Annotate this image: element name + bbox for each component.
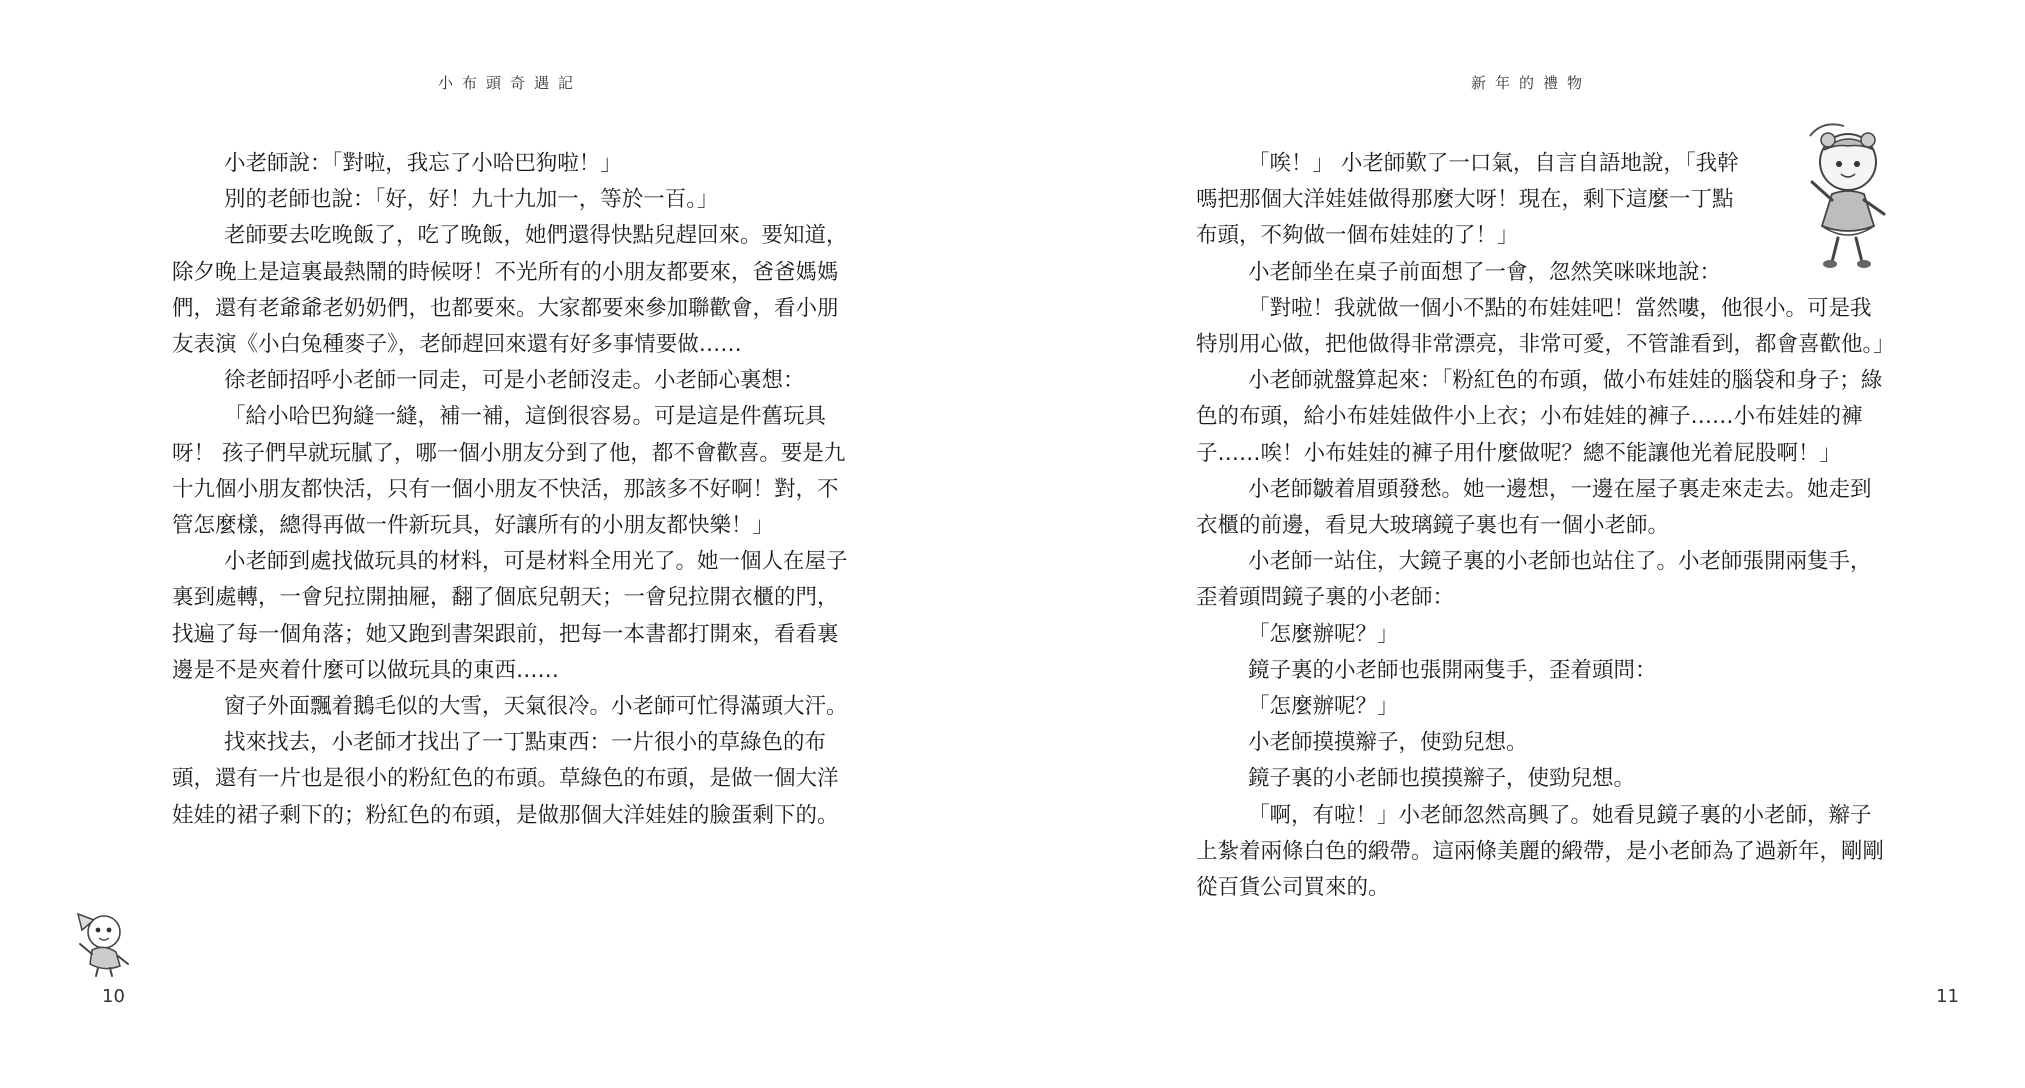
paragraph: 小老師坐在桌子前面想了一會，忽然笑咪咪地說： bbox=[1248, 259, 1722, 285]
right-running-header: 新年的禮物 bbox=[1471, 74, 1592, 92]
paragraph: 小老師摸摸辮子，使勁兒想。 bbox=[1248, 730, 1528, 756]
left-running-header: 小布頭奇遇記 bbox=[438, 74, 583, 92]
paragraph: 「啊，有啦！」小老師忽然高興了。她看見鏡子裏的小老師，辮子上紮着兩條白色的緞帶。這兩條美麗的緞帶，是小老師為了過新年，剛剛從百貨公司買來的。 bbox=[1196, 802, 1885, 901]
paragraph: 「怎麼辦呢？」 bbox=[1248, 621, 1399, 647]
paragraph: 小老師皺着眉頭發愁。她一邊想，一邊在屋子裏走來走去。她走到衣櫃的前邊，看見大玻璃鏡子裏也有一個小老師。 bbox=[1196, 476, 1872, 539]
paragraph: 鏡子裏的小老師也張開兩隻手，歪着頭問： bbox=[1248, 657, 1657, 683]
right-page bbox=[1012, 0, 2025, 1088]
page-number: 10 bbox=[102, 986, 125, 1007]
paragraph: 小老師說：「對啦，我忘了小哈巴狗啦！」 bbox=[224, 151, 622, 176]
paragraph: 「對啦！我就做一個小不點的布娃娃吧！當然嘍，他很小。可是我特別用心做，把他做得非常漂亮，非常可愛，不管誰看到，都會喜歡他。」 bbox=[1196, 295, 1895, 358]
paragraph: 小老師就盤算起來：「粉紅色的布頭，做小布娃娃的腦袋和身子；綠色的布頭，給小布娃娃做件小上衣；小布娃娃的褲子……小布娃娃的褲子……唉！小布娃娃的褲子用什麼做呢？總不能讓他光着屁股啊！」 bbox=[1196, 368, 1883, 466]
paragraph: 老師要去吃晚飯了，吃了晚飯，她們還得快點兒趕回來。要知道，除夕晚上是這裏最熱鬧的時候呀！不光所有的小朋友都要來，爸爸媽媽們，還有老爺爺老奶奶們，也都要來。大家都要來參加聯歡會，看小朋友表演《小白兔種麥子》，老師趕回來還有好多事情要做…… bbox=[172, 223, 848, 358]
paragraph: 窗子外面飄着鵝毛似的大雪，天氣很冷。小老師可忙得滿頭大汗。 bbox=[224, 694, 848, 720]
left-page bbox=[0, 0, 1012, 1088]
paragraph: 「唉！」 小老師歎了一口氣，自言自語地說，「我幹嗎把那個大洋娃娃做得那麼大呀！現在，剩下這麼一丁點布頭，不夠做一個布娃娃的了！」 bbox=[1196, 151, 1739, 249]
left-body-text bbox=[172, 146, 852, 834]
rag-doll-waving-icon bbox=[64, 900, 146, 980]
paragraph: 「給小哈巴狗縫一縫，補一補，這倒很容易。可是這是件舊玩具呀！ 孩子們早就玩膩了，哪一個小朋友分到了他，都不會歡喜。要是九十九個小朋友都快活，只有一個小朋友不快活，那該多不好啊！對，不管怎麼樣，總得再做一件新玩具，好讓所有的小朋友都快樂！」 bbox=[172, 404, 846, 539]
paragraph: 徐老師招呼小老師一同走，可是小老師沒走。小老師心裏想： bbox=[224, 368, 805, 394]
paragraph: 小老師到處找做玩具的材料，可是材料全用光了。她一個人在屋子裏到處轉，一會兒拉開抽屜，翻了個底兒朝天；一會兒拉開衣櫃的門，找遍了每一個角落；她又跑到書架跟前，把每一本書都打開來，看看裏邊是不是夾着什麼可以做玩具的東西…… bbox=[172, 549, 848, 683]
paragraph: 鏡子裏的小老師也摸摸辮子，使勁兒想。 bbox=[1248, 766, 1636, 792]
page-number: 11 bbox=[1936, 986, 1959, 1007]
paragraph: 小老師一站住，大鏡子裏的小老師也站住了。小老師張開兩隻手，歪着頭問鏡子裏的小老師： bbox=[1196, 549, 1872, 611]
paragraph: 別的老師也說：「好，好！九十九加一，等於一百。」 bbox=[224, 187, 719, 213]
rag-doll-dancing-icon bbox=[1792, 116, 1898, 276]
right-body-text bbox=[1196, 146, 1895, 906]
paragraph: 找來找去，小老師才找出了一丁點東西：一片很小的草綠色的布頭，還有一片也是很小的粉紅色的布頭。草綠色的布頭，是做一個大洋娃娃的裙子剩下的；粉紅色的布頭，是做那個大洋娃娃的臉蛋剩下的。 bbox=[172, 730, 839, 828]
paragraph: 「怎麼辦呢？」 bbox=[1248, 694, 1399, 720]
